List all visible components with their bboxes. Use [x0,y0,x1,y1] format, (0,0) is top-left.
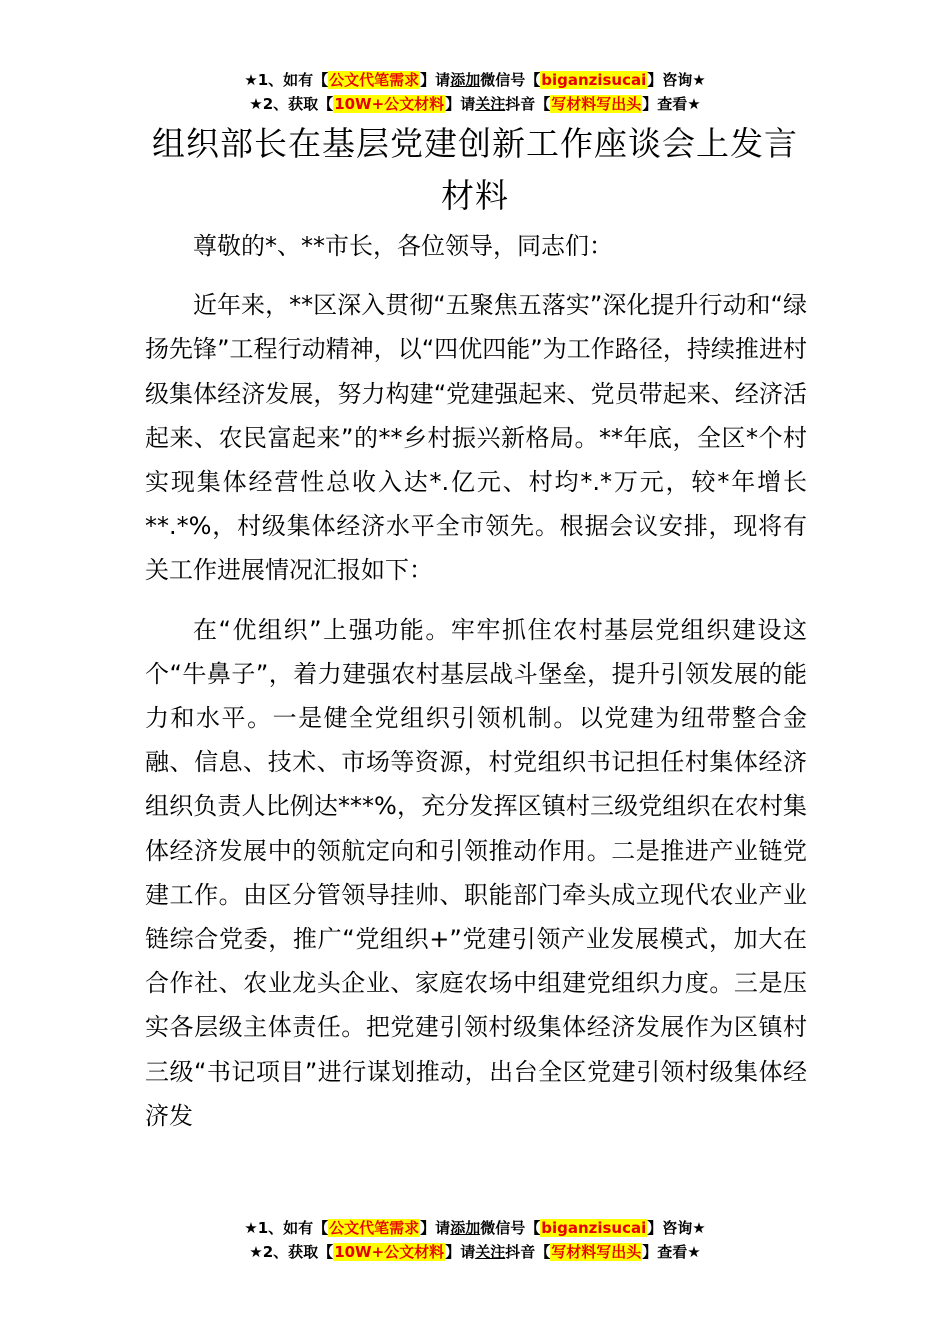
banner-highlight: 10W+公文材料 [334,1243,445,1261]
banner-underlined-text: 关注 [475,1243,506,1261]
banner-line-1 [0,68,950,92]
banner-line-2 [0,1240,950,1264]
banner-text: ★2、获取【 [249,95,334,113]
banner-text: ★1、如有【 [244,71,329,89]
header-banner [0,68,950,116]
banner-underlined-text: 关注 [475,95,506,113]
banner-text: ★2、获取【 [249,1243,334,1261]
banner-text: 】咨询★ [647,71,706,89]
banner-text: 微信号【 [480,71,541,89]
banner-text: 】请 [420,71,451,89]
banner-text: 】咨询★ [647,1219,706,1237]
banner-text: 抖音【 [505,1243,551,1261]
banner-highlight: biganzisucai [541,71,647,89]
banner-text: 抖音【 [505,95,551,113]
body-paragraph: 在“优组织”上强功能。牢牢抓住农村基层党组织建设这个“牛鼻子”，着力建强农村基层战斗堡垒，提升引领发展的能力和水平。一是健全党组织引领机制。以党建为纽带整合金融、信息、技术、市场等资源，村党组织书记担任村集体经济组织负责人比例达***%，充分发挥区镇村三级党组织在农村集体经济发展中的领航定向和引领推动作用。二是推进产业链党建工作。由区分管领导挂帅、职能部门牵头成立现代农业产业链综合党委，推广“党组织+”党建引领产业发展模式，加大在合作社、农业龙头企业、家庭农场中组建党组织力度。三是压实各层级主体责任。把党建引领村级集体经济发展作为区镇村三级“书记项目”进行谋划推动，出台全区党建引领村级集体经济发 [145,615,807,1130]
banner-text: 】请 [445,1243,476,1261]
banner-text: 】查看★ [642,1243,701,1261]
footer-banner [0,1216,950,1264]
salutation: 尊敬的*、**市长，各位领导，同志们： [193,232,613,260]
banner-highlight: 公文代笔需求 [329,71,420,89]
banner-highlight: 写材料写出头 [551,95,642,113]
banner-text: 】请 [445,95,476,113]
document-body [145,224,807,1153]
banner-highlight: 公文代笔需求 [329,1219,420,1237]
banner-highlight: biganzisucai [541,1219,647,1237]
banner-highlight: 写材料写出头 [551,1243,642,1261]
banner-text: 微信号【 [480,1219,541,1237]
document-title: 组织部长在基层党建创新工作座谈会上发言材料 [152,124,798,215]
banner-line-1 [0,1216,950,1240]
banner-underlined-text: 添加 [450,1219,481,1237]
banner-text: 】请 [420,1219,451,1237]
banner-text: 】查看★ [642,95,701,113]
body-paragraph: 近年来，**区深入贯彻“五聚焦五落实”深化提升行动和“绿扬先锋”工程行动精神，以“四优四能”为工作路径，持续推进村级集体经济发展，努力构建“党建强起来、党员带起来、经济活起来、农民富起来”的**乡村振兴新格局。**年底，全区*个村实现集体经营性总收入达*.亿元、村均*.*万元，较*年增长**.*%，村级集体经济水平全市领先。根据会议安排，现将有关工作进展情况汇报如下： [145,291,807,585]
banner-underlined-text: 添加 [450,71,481,89]
banner-highlight: 10W+公文材料 [334,95,445,113]
banner-text: ★1、如有【 [244,1219,329,1237]
banner-line-2 [0,92,950,116]
